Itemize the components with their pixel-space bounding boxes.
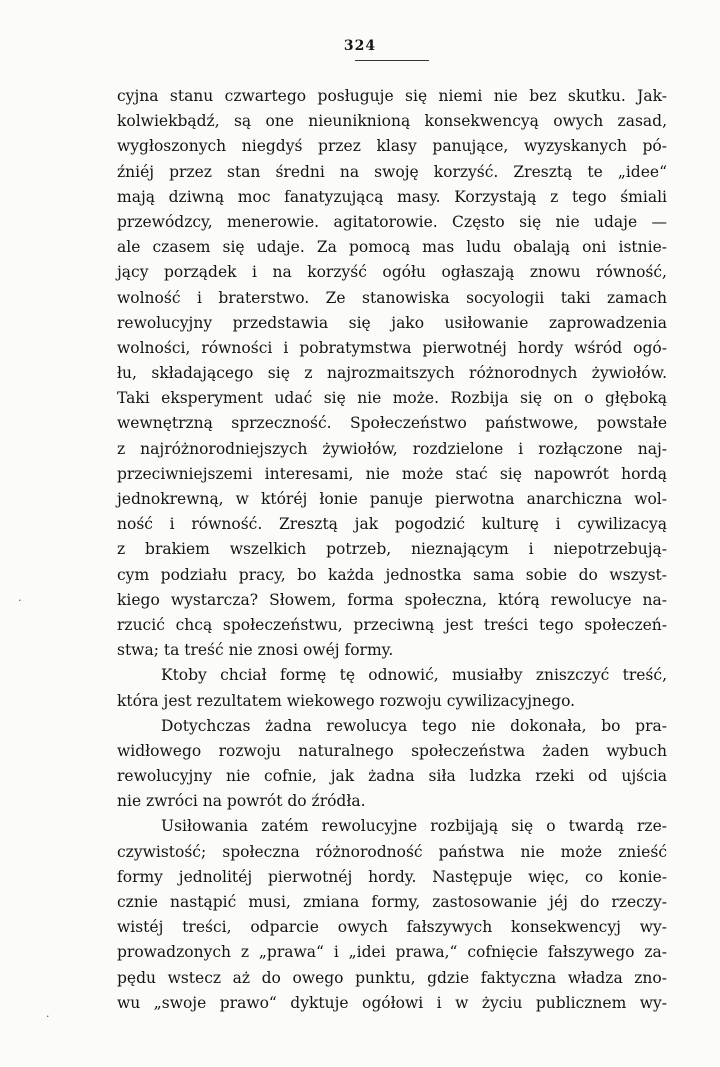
text-line: Taki eksperyment udać się nie może. Rozbija się on o głęboką <box>117 389 667 408</box>
text-line: czywistość; społeczna różnorodność państwa nie może znieść <box>117 842 667 861</box>
text-line: stwa; ta treść nie znosi owéj formy. <box>117 641 394 660</box>
text-line: pędu wstecz aż do owego punktu, gdzie faktyczna władza zno- <box>117 968 667 987</box>
text-line: Ktoby chciał formę tę odnowić, musiałby zniszczyć treść, <box>161 666 667 685</box>
text-line: ale czasem się udaje. Za pomocą mas ludu obalają oni istnie- <box>117 238 667 257</box>
text-line: Usiłowania zatém rewolucyjne rozbijają się o twardą rze- <box>161 817 667 836</box>
text-line: przewódzcy, menerowie. agitatorowie. Często się nie udaje — <box>117 212 667 231</box>
text-line: nie zwróci na powrót do źródła. <box>117 792 366 811</box>
text-line: kiego wystarcza? Słowem, forma społeczna, którą rewolucye na- <box>117 590 667 609</box>
margin-speck: · <box>18 594 22 607</box>
text-line: rewolucyjny przedstawia się jako usiłowanie zaprowadzenia <box>117 313 667 332</box>
text-line: wolność i braterstwo. Ze stanowiska socyologii taki zamach <box>117 288 667 307</box>
text-line: jący porządek i na korzyść ogółu ogłaszają znowu równość, <box>117 263 667 282</box>
text-line: rewolucyjny nie cofnie, jak żadna siła ludzka rzeki od ujścia <box>117 767 667 786</box>
text-line: kolwiekbądź, są one nieuniknioną konsekwencyą owych zasad, <box>117 112 667 131</box>
text-line: przeciwniejszemi interesami, nie może stać się napowrót hordą <box>117 464 667 483</box>
text-line: rzucić chcą społeczeństwu, przeciwną jest treści tego społeczeń- <box>117 615 667 634</box>
text-line: Dotychczas żadna rewolucya tego nie dokonała, bo pra- <box>161 716 667 735</box>
text-line: z najróżnorodniejszych żywiołów, rozdzielone i rozłączone naj- <box>117 439 667 458</box>
header-rule <box>355 60 429 61</box>
text-line: cym podziału pracy, bo każda jednostka sama sobie do wszyst- <box>117 565 667 584</box>
text-line: prowadzonych z „prawa“ i „idei prawa,“ cofnięcie fałszywego za- <box>117 943 667 962</box>
text-line: łu, składającego się z najrozmaitszych różnorodnych żywiołów. <box>117 364 667 383</box>
text-line: źniéj przez stan średni na swoję korzyść. Zresztą te „idee“ <box>117 162 667 181</box>
text-line: wewnętrzną sprzeczność. Społeczeństwo państwowe, powstałe <box>117 414 667 433</box>
text-line: wistéj treści, odparcie owych fałszywych konsekwencyj wy- <box>117 918 667 937</box>
margin-speck: · <box>46 1010 50 1023</box>
text-line: cznie nastąpić musi, zmiana formy, zastosowanie jéj do rzeczy- <box>117 893 667 911</box>
text-line: wygłoszonych niegdyś przez klasy panujące, wyzyskanych pó- <box>117 137 667 156</box>
text-line: z brakiem wszelkich potrzeb, nieznającym i niepotrzebują- <box>117 540 667 559</box>
text-line: formy jednolitéj pierwotnéj hordy. Następuje więc, co konie- <box>117 867 667 886</box>
text-line: która jest rezultatem wiekowego rozwoju cywilizacyjnego. <box>117 691 576 710</box>
text-line: jednokrewną, w któréj łonie panuje pierwotna anarchiczna wol- <box>117 490 667 508</box>
text-line: mają dziwną moc fanatyzującą masy. Korzystają z tego śmiali <box>117 187 667 206</box>
text-line: wu „swoje prawo“ dyktuje ogółowi i w życiu publicznem wy- <box>117 993 667 1012</box>
page-number: 324 <box>343 38 377 54</box>
body-text <box>117 84 667 1016</box>
text-line: ność i równość. Zresztą jak pogodzić kulturę i cywilizacyą <box>117 515 667 534</box>
text-line: cyjna stanu czwartego posługuje się niemi nie bez skutku. Jak- <box>117 87 667 105</box>
text-line: wolności, równości i pobratymstwa pierwotnéj hordy wśród ogó- <box>117 338 667 357</box>
text-line: widłowego rozwoju naturalnego społeczeństwa żaden wybuch <box>117 741 667 760</box>
